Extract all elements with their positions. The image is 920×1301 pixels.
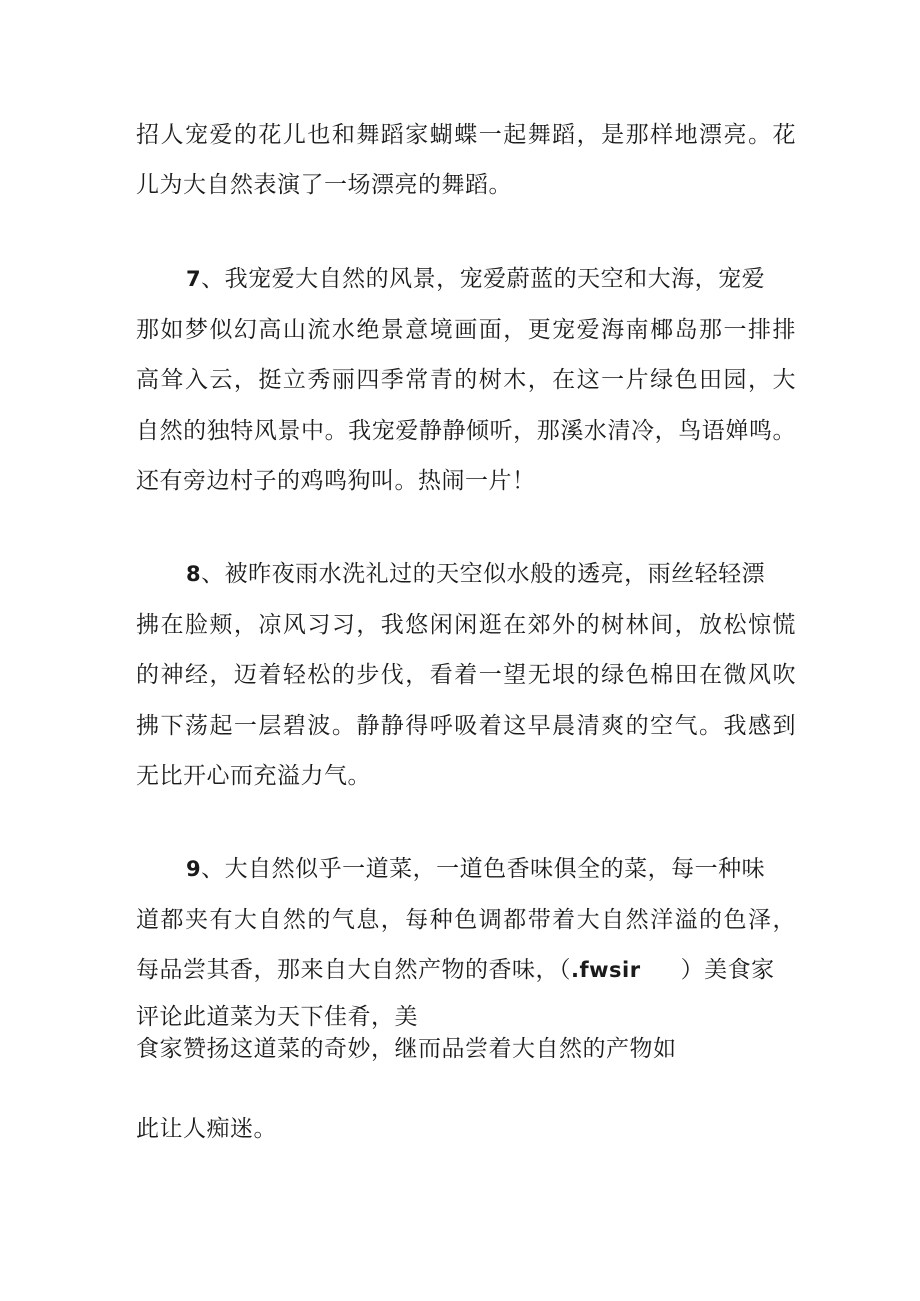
paragraph-7-first-line — [186, 262, 796, 296]
paragraph-line: 招人宠爱的花儿也和舞蹈家蝴蝶一起舞蹈，是那样地漂亮。花 — [136, 122, 796, 148]
paragraph-text: 、我宠爱大自然的风景，宠爱蔚蓝的天空和大海，宠爱 — [201, 266, 766, 292]
paragraph-line: 的神经，迈着轻松的步伐，看着一望无垠的绿色棉田在微风吹 — [136, 662, 796, 688]
paragraph-line: 那如梦似幻高山流水绝景意境画面，更宠爱海南椰岛那一排排 — [136, 317, 796, 343]
paragraph-8-first-line — [186, 557, 796, 591]
paragraph-9-first-line — [186, 852, 796, 886]
paragraph-line: 儿为大自然表演了一场漂亮的舞蹈。 — [136, 172, 512, 198]
paragraph-line: 高耸入云，挺立秀丽四季常青的树木，在这一片绿色田园，大 — [136, 367, 796, 393]
paragraph-number: 9 — [186, 857, 202, 881]
paragraph-line-with-site-mark — [136, 953, 796, 987]
paragraph-text: 、大自然似乎一道菜，一道色香味俱全的菜，每一种味 — [201, 856, 766, 882]
paragraph-number: 7 — [186, 267, 202, 291]
paragraph-text: 每品尝其香，那来自大自然产物的香味，（ — [136, 957, 571, 983]
paragraph-text: 、被昨夜雨水洗礼过的天空似水般的透亮，雨丝轻轻漂 — [201, 561, 766, 587]
paragraph-line: 无比开心而充溢力气。 — [136, 763, 371, 789]
paragraph-number: 8 — [186, 562, 202, 586]
paragraph-line: 拂下荡起一层碧波。静静得呼吸着这早晨清爽的空气。我感到 — [136, 713, 796, 739]
paragraph-line: 此让人痴迷。 — [136, 1116, 277, 1142]
paragraph-line: 拂在脸颊，凉风习习，我悠闲闲逛在郊外的树林间，放松惊慌 — [136, 612, 796, 638]
paragraph-line: 评论此道菜为天下佳肴，美 — [136, 1004, 418, 1030]
paragraph-line: 自然的独特风景中。我宠爱静静倾听，那溪水清冷，鸟语婵鸣。 — [136, 418, 796, 444]
paragraph-line: 道都夹有大自然的气息，每种色调都带着大自然洋溢的色泽， — [136, 907, 796, 933]
site-mark-text: .fwsir — [571, 958, 641, 982]
paragraph-text: ）美食家 — [680, 957, 775, 983]
paragraph-line: 食家赞扬这道菜的奇妙，继而品尝着大自然的产物如 — [136, 1036, 677, 1062]
paragraph-line: 还有旁边村子的鸡鸣狗叫。热闹一片！ — [136, 468, 536, 494]
